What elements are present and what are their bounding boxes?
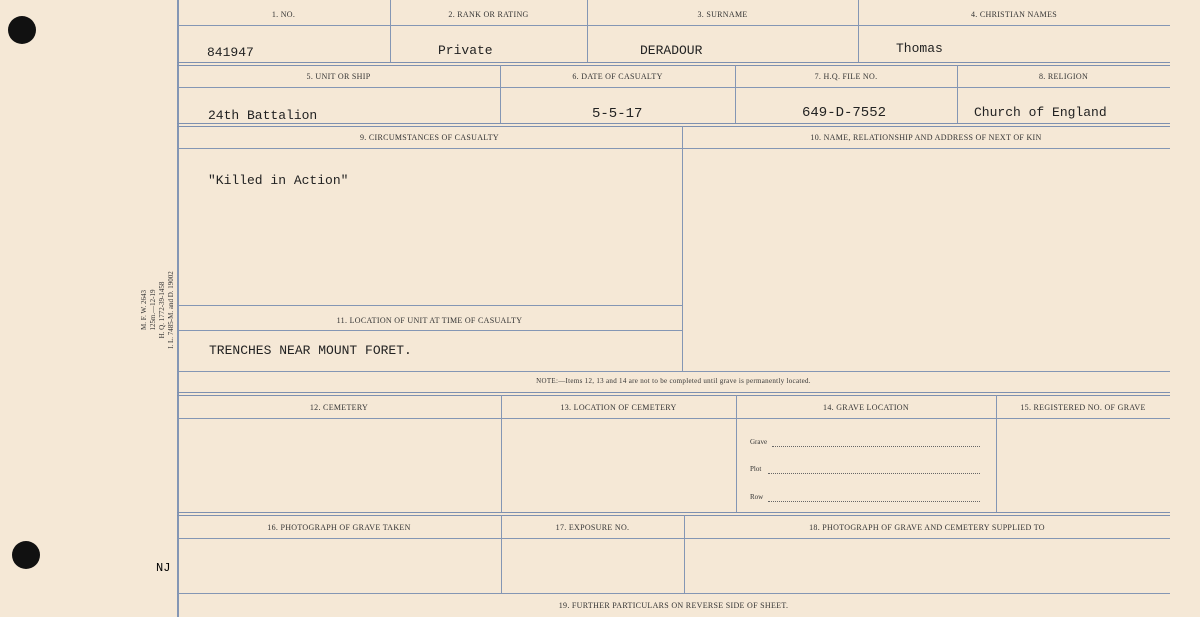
- initials: NJ: [156, 561, 171, 575]
- surname: DERADOUR: [640, 43, 703, 58]
- form-code: H. Q. 1772-39-1458: [158, 281, 166, 339]
- form-code: M. F. W. 2643: [140, 290, 148, 330]
- divider: [177, 330, 682, 331]
- punch-hole-top: [8, 16, 36, 44]
- divider: [177, 123, 1170, 127]
- label-cemetery: 12. CEMETERY: [309, 403, 369, 412]
- label-row: Row: [750, 493, 764, 501]
- grave-line: [772, 446, 980, 447]
- date-of-casualty: 5-5-17: [592, 106, 643, 122]
- circumstances: "Killed in Action": [208, 173, 349, 188]
- label-exposure: 17. EXPOSURE NO.: [555, 523, 630, 532]
- divider: [682, 126, 683, 371]
- unit: 24th Battalion: [208, 108, 318, 123]
- label-plot: Plot: [750, 465, 762, 473]
- divider: [177, 392, 1170, 396]
- form-code: I. L. 7485-M. and D. 19002: [167, 271, 175, 349]
- label-christian-names: 4. CHRISTIAN NAMES: [970, 10, 1058, 19]
- label-hq-file: 7. H.Q. FILE NO.: [814, 72, 878, 81]
- label-no: 1. NO.: [271, 10, 296, 19]
- rank: Private: [438, 43, 493, 58]
- divider: [177, 512, 1170, 516]
- label-next-of-kin: 10. NAME, RELATIONSHIP AND ADDRESS OF NEXT OF KIN: [810, 133, 1042, 142]
- service-number: 841947: [207, 45, 254, 60]
- divider: [177, 62, 1170, 66]
- label-religion: 8. RELIGION: [1038, 72, 1089, 81]
- label-location: 11. LOCATION OF UNIT AT TIME OF CASUALTY: [336, 316, 523, 325]
- label-photo-supplied: 18. PHOTOGRAPH OF GRAVE AND CEMETERY SUPPLIED TO: [809, 523, 1045, 532]
- divider: [177, 418, 1170, 419]
- divider: [177, 87, 1170, 88]
- label-further-particulars: 19. FURTHER PARTICULARS ON REVERSE SIDE OF SHEET.: [558, 601, 789, 610]
- label-location-cemetery: 13. LOCATION OF CEMETERY: [560, 403, 677, 412]
- divider: [177, 371, 1170, 372]
- note: NOTE:—Items 12, 13 and 14 are not to be completed until grave is permanently located.: [536, 377, 811, 385]
- hq-file-number: 649-D-7552: [802, 105, 887, 121]
- religion: Church of England: [974, 105, 1107, 120]
- label-grave-location: 14. GRAVE LOCATION: [823, 403, 909, 412]
- label-photograph-taken: 16. PHOTOGRAPH OF GRAVE TAKEN: [267, 523, 411, 532]
- label-grave: Grave: [750, 438, 768, 446]
- label-registered-no: 15. REGISTERED NO. OF GRAVE: [1020, 403, 1146, 412]
- label-circumstances: 9. CIRCUMSTANCES OF CASUALTY: [359, 133, 500, 142]
- divider: [177, 593, 1170, 594]
- form-codes: [140, 260, 176, 360]
- label-unit: 5. UNIT OR SHIP: [306, 72, 371, 81]
- location-of-unit: TRENCHES NEAR MOUNT FORET.: [209, 343, 412, 358]
- divider: [736, 395, 737, 513]
- divider: [501, 395, 502, 513]
- row-line: [768, 501, 980, 502]
- label-rank: 2. RANK OR RATING: [448, 10, 529, 19]
- punch-hole-bottom: [12, 541, 40, 569]
- label-surname: 3. SURNAME: [697, 10, 748, 19]
- plot-line: [768, 473, 980, 474]
- divider: [996, 395, 997, 513]
- form-code: 125m.—12-19: [149, 289, 157, 331]
- label-date: 6. DATE OF CASUALTY: [572, 72, 663, 81]
- divider: [177, 305, 682, 306]
- divider: [177, 538, 1170, 539]
- divider: [177, 148, 1170, 149]
- divider: [177, 25, 1170, 26]
- christian-names: Thomas: [896, 41, 943, 56]
